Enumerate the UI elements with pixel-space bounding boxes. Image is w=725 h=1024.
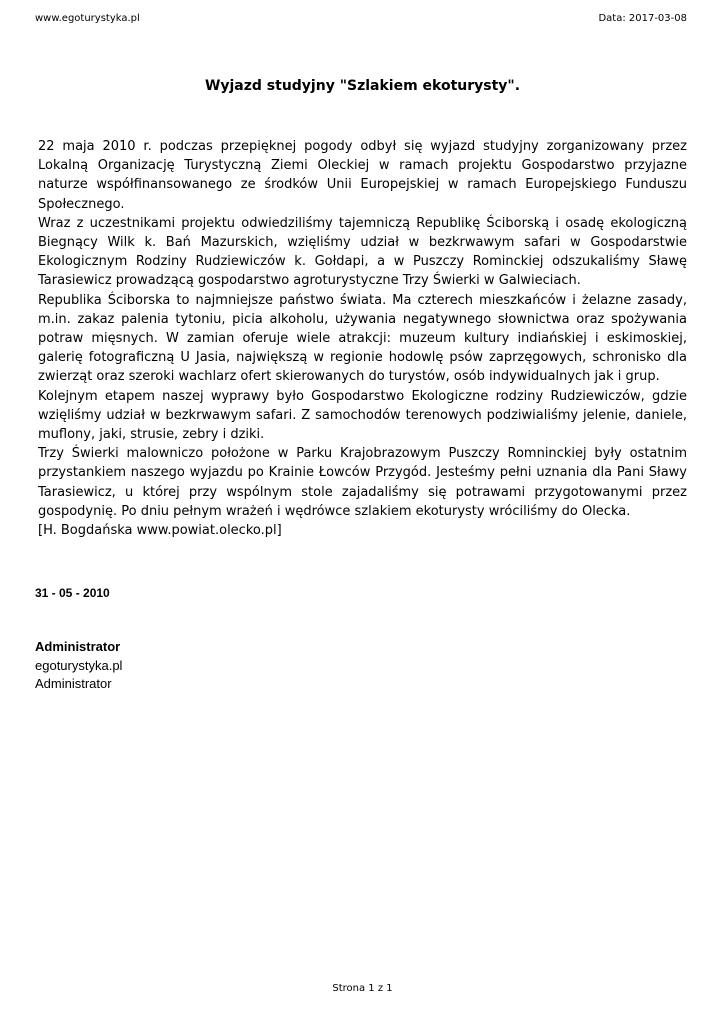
article-body [38,137,687,540]
article-paragraph: Wraz z uczestnikami projektu odwiedziliśmy tajemniczą Republikę Ściborską i osadę ekologiczną Biegnący Wilk k. Bań Mazurskich, wzięliśmy udział w bezkrwawym safari w Gospodarstwie Ekologicznym Rodziny Rudziewiczów k. Gołdapi, a w Puszczy Rominckiej odszukaliśmy Sławę Tarasiewicz prowadzącą gospodarstwo agroturystyczne Trzy Świerki w Galwieciach. [38,215,687,289]
article-paragraph: Kolejnym etapem naszej wyprawy było Gospodarstwo Ekologiczne rodziny Rudziewiczów, gdzie wzięliśmy udział w bezkrwawym safari. Z samochodów terenowych podziwialiśmy jelenie, daniele, muflony, jaki, strusie, zebry i dziki. [38,388,687,443]
article-title: Wyjazd studyjny "Szlakiem ekoturysty". [204,78,521,94]
article-paragraph: Republika Ściborska to najmniejsze państwo świata. Ma czterech mieszkańców i żelazne zasady, m.in. zakaz palenia tytoniu, picia alkoholu, używania negatywnego słownictwa oraz spożywania potraw mięsnych. W zamian oferuje wiele atrakcji: muzeum kultury indiańskiej i eskimoskiej, galerię fotograficzną U Jasia, największą w regionie hodowlę psów zaprzęgowych, schronisko dla zwierząt oraz szeroki wachlarz ofert skierowanych do turystów, osób indywidualnych jak i grup. [38,292,687,385]
author-name: Administrator [35,639,121,654]
header-site-url: www.egoturystyka.pl [35,13,140,24]
page-number: Strona 1 z 1 [332,983,393,994]
article-paragraph: Trzy Świerki malowniczo położone w Parku Krajobrazowym Puszczy Romninckiej były ostatnim przystankiem naszego wyjazdu po Krainie Łowców Przygód. Jesteśmy pełni uznania dla Pani Sławy Tarasiewicz, u której przy wspólnym stole zajadaliśmy się potrawami przygotowanymi przez gospodynię. Po dniu pełnym wrażeń i wędrówce szlakiem ekoturysty wróciliśmy do Olecka. [38,446,687,519]
article-date: 31 - 05 - 2010 [35,586,110,600]
author-site: egoturystyka.pl [35,657,123,673]
header-date: Data: 2017-03-08 [598,13,687,24]
article-paragraph: 22 maja 2010 r. podczas przepięknej pogody odbył się wyjazd studyjny zorganizowany przez Lokalną Organizację Turystyczną Ziemi Oleckiej w ramach projektu Gospodarstwo przyjazne naturze współfinansowanego ze środków Unii Europejskiej w ramach Europejskiego Funduszu Społecznego. [38,139,687,212]
author-role: Administrator [35,676,112,691]
author-block [35,638,122,694]
article-source: [H. Bogdańska www.powiat.olecko.pl] [38,523,282,539]
